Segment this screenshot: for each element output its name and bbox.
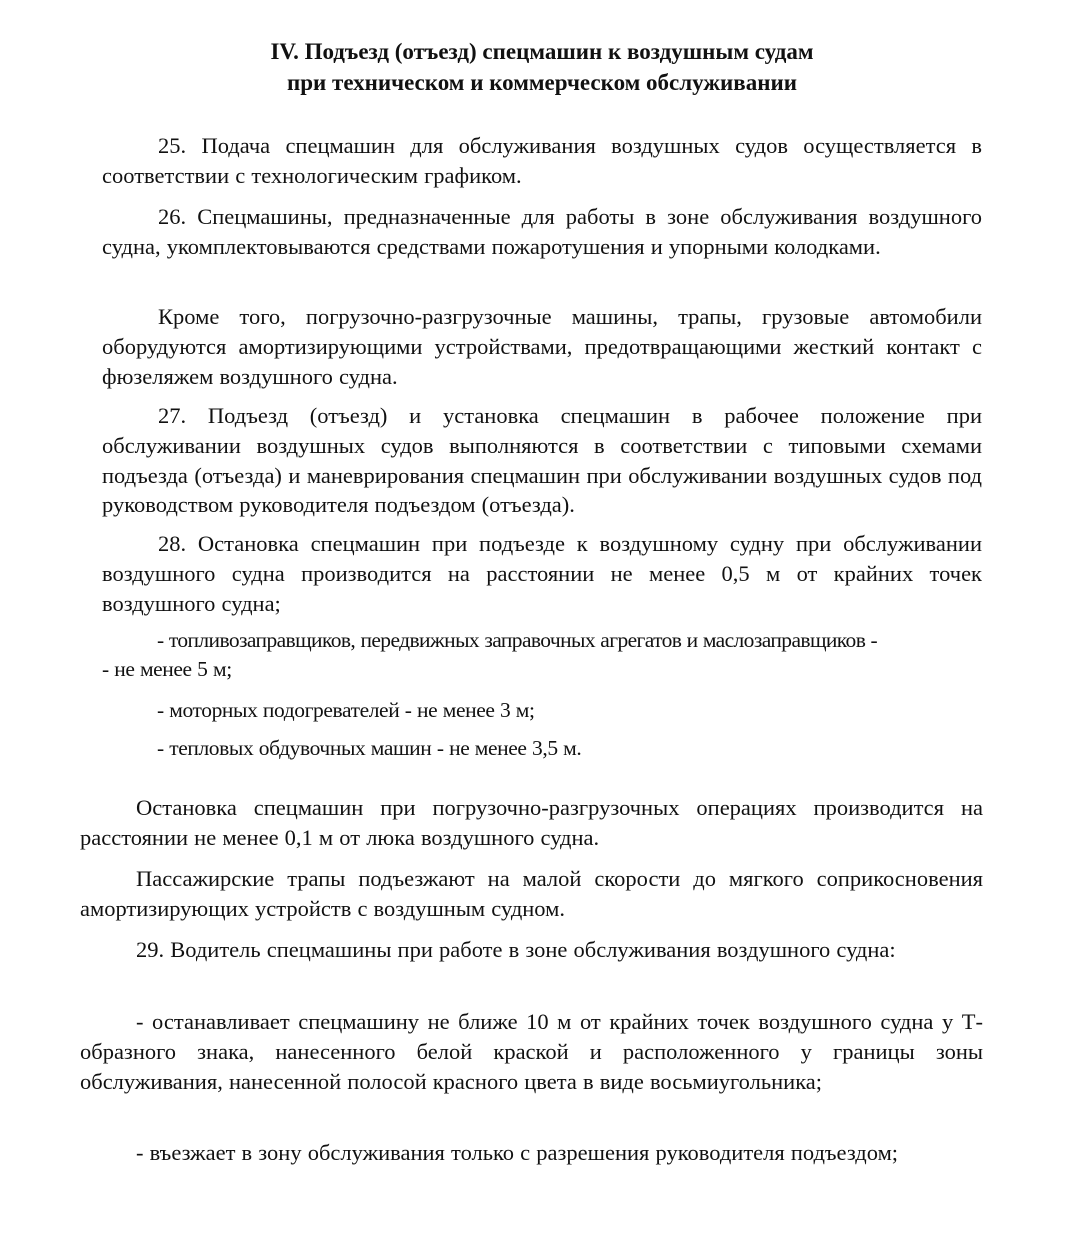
section-title-line2: при техническом и коммерческом обслуживании: [287, 70, 797, 95]
paragraph-29-item1: - останавливает спецмашину не ближе 10 м от крайних точек воздушного судна у Т-образного знака, нанесенного белой краской и расположенного у границы зоны обслуживания, нанесенной полосой красного цвета в виде восьмиугольника;: [80, 1009, 983, 1094]
section-title-line1: IV. Подъезд (отъезд) спецмашин к воздушным судам: [270, 39, 814, 64]
list-item-fuel-line2: - не менее 5 м;: [102, 657, 232, 681]
list-item-fuel-line1: - топливозаправщиков, передвижных заправочных агрегатов и маслозаправщиков -: [157, 628, 878, 652]
paragraph-29: 29. Водитель спецмашины при работе в зоне обслуживания воздушного судна:: [136, 937, 896, 962]
paragraph-loading: Остановка спецмашин при погрузочно-разгрузочных операциях производится на расстоянии не менее 0,1 м от люка воздушного судна.: [80, 795, 983, 850]
section-title: [0, 36, 1084, 98]
list-item-heaters: - моторных подогревателей - не менее 3 м;: [157, 698, 535, 722]
list-item-blowers: - тепловых обдувочных машин - не менее 3,5 м.: [157, 736, 582, 760]
paragraph-stairs: Пассажирские трапы подъезжают на малой скорости до мягкого соприкосновения амортизирующих устройств с воздушным судном.: [80, 866, 983, 921]
paragraph-27: 27. Подъезд (отъезд) и установка спецмашин в рабочее положение при обслуживании воздушных судов выполняются в соответствии с типовыми схемами подъезда (отъезда) и маневрирования спецмашин при обслуживании воздушных судов под руководством руководителя подъездом (отъезда).: [102, 403, 982, 518]
paragraph-25: 25. Подача спецмашин для обслуживания воздушных судов осуществляется в соответствии с технологическим графиком.: [102, 133, 982, 188]
paragraph-26-continued: Кроме того, погрузочно-разгрузочные машины, трапы, грузовые автомобили оборудуются амортизирующими устройствами, предотвращающими жесткий контакт с фюзеляжем воздушного судна.: [102, 304, 982, 389]
paragraph-28: 28. Остановка спецмашин при подъезде к воздушному судну при обслуживании воздушного судна производится на расстоянии не менее 0,5 м от крайних точек воздушного судна;: [102, 531, 982, 616]
paragraph-29-item2: - въезжает в зону обслуживания только с разрешения руководителя подъездом;: [136, 1140, 899, 1165]
paragraph-26: 26. Спецмашины, предназначенные для работы в зоне обслуживания воздушного судна, укомплектовываются средствами пожаротушения и упорными колодками.: [102, 204, 982, 259]
